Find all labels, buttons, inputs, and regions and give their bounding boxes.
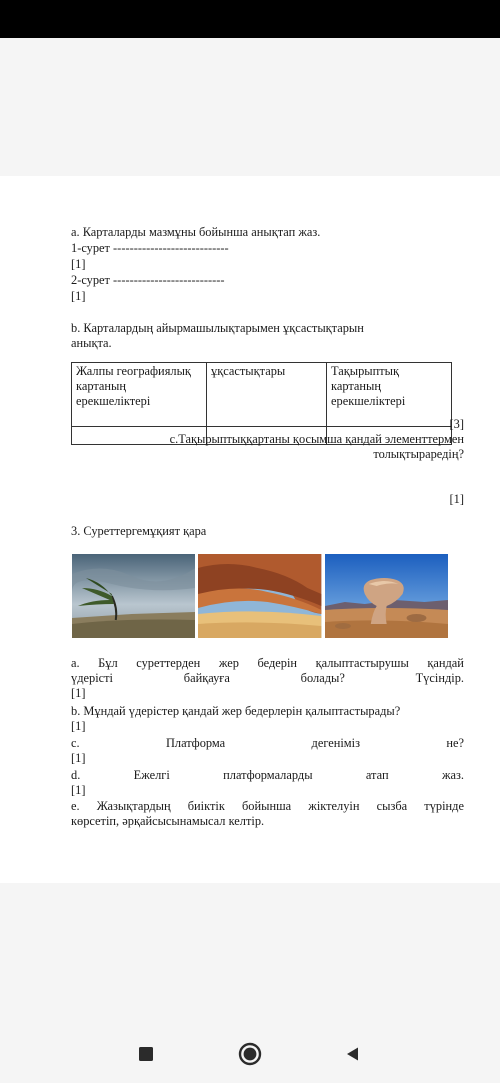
task-3-heading: 3. Суреттергемұқият қара [71, 524, 207, 538]
mark: [1] [71, 783, 86, 797]
question-b-line1: b. Карталардың айырмашылықтарымен ұқсастықтарын [71, 321, 364, 335]
table-header-general-map: Жалпы географиялық картаның ерекшеліктері [72, 363, 207, 427]
mark: [1] [449, 492, 464, 506]
mark: [1] [71, 686, 86, 700]
question-3a-line1: a. Бұл суреттерден жер бедерін қалыптастырушы қандай [71, 656, 464, 670]
question-c-line1: c.Тақырыптыққартаны қосымша қандай элементтермен [169, 432, 464, 446]
windswept-tree-photo [72, 554, 195, 638]
mark: [1] [71, 289, 86, 303]
square-icon [138, 1046, 154, 1062]
question-3c: c. Платформа дегеніміз не? [71, 736, 464, 750]
mark: [3] [449, 417, 464, 431]
back-button[interactable] [340, 1041, 366, 1067]
triangle-icon [345, 1046, 361, 1062]
question-a: a. Карталарды мазмұны бойынша анықтап жаз. [71, 225, 321, 239]
table-header-similarities: ұқсастықтары [207, 363, 327, 427]
question-3e-line2: көрсетіп, әрқайсысынамысал келтір. [71, 814, 265, 828]
status-bar [0, 0, 500, 38]
navigation-bar [0, 1023, 500, 1083]
home-button[interactable] [237, 1041, 263, 1067]
question-c-line2: толықтыраредің? [373, 447, 464, 461]
recents-button[interactable] [133, 1041, 159, 1067]
picture-2-line: 2-сурет --------------------------- [71, 273, 225, 287]
question-3a-line2: үдерісті байқауға болады? Түсіндір. [71, 671, 464, 685]
rock-tree-desert-photo [325, 554, 448, 638]
question-3b: b. Мұндай үдерістер қандай жер бедерлерін қалыптастырады? [71, 704, 401, 718]
picture-1-line: 1-сурет ---------------------------- [71, 241, 229, 255]
question-b-line2: анықта. [71, 336, 112, 350]
question-3d: d. Ежелгі платформаларды атап жаз. [71, 768, 464, 782]
mark: [1] [71, 257, 86, 271]
mark: [1] [71, 719, 86, 733]
mark: [1] [71, 751, 86, 765]
question-3e-line1: e. Жазықтардың биіктік бойынша жіктелуін сызба түрінде [71, 799, 464, 813]
red-rock-cliff-photo [198, 554, 321, 638]
circle-icon [238, 1042, 262, 1066]
table-header-thematic-map: Тақырыптық картаның ерекшеліктері [327, 363, 452, 427]
document-page [0, 176, 500, 883]
photo-strip [72, 554, 448, 638]
